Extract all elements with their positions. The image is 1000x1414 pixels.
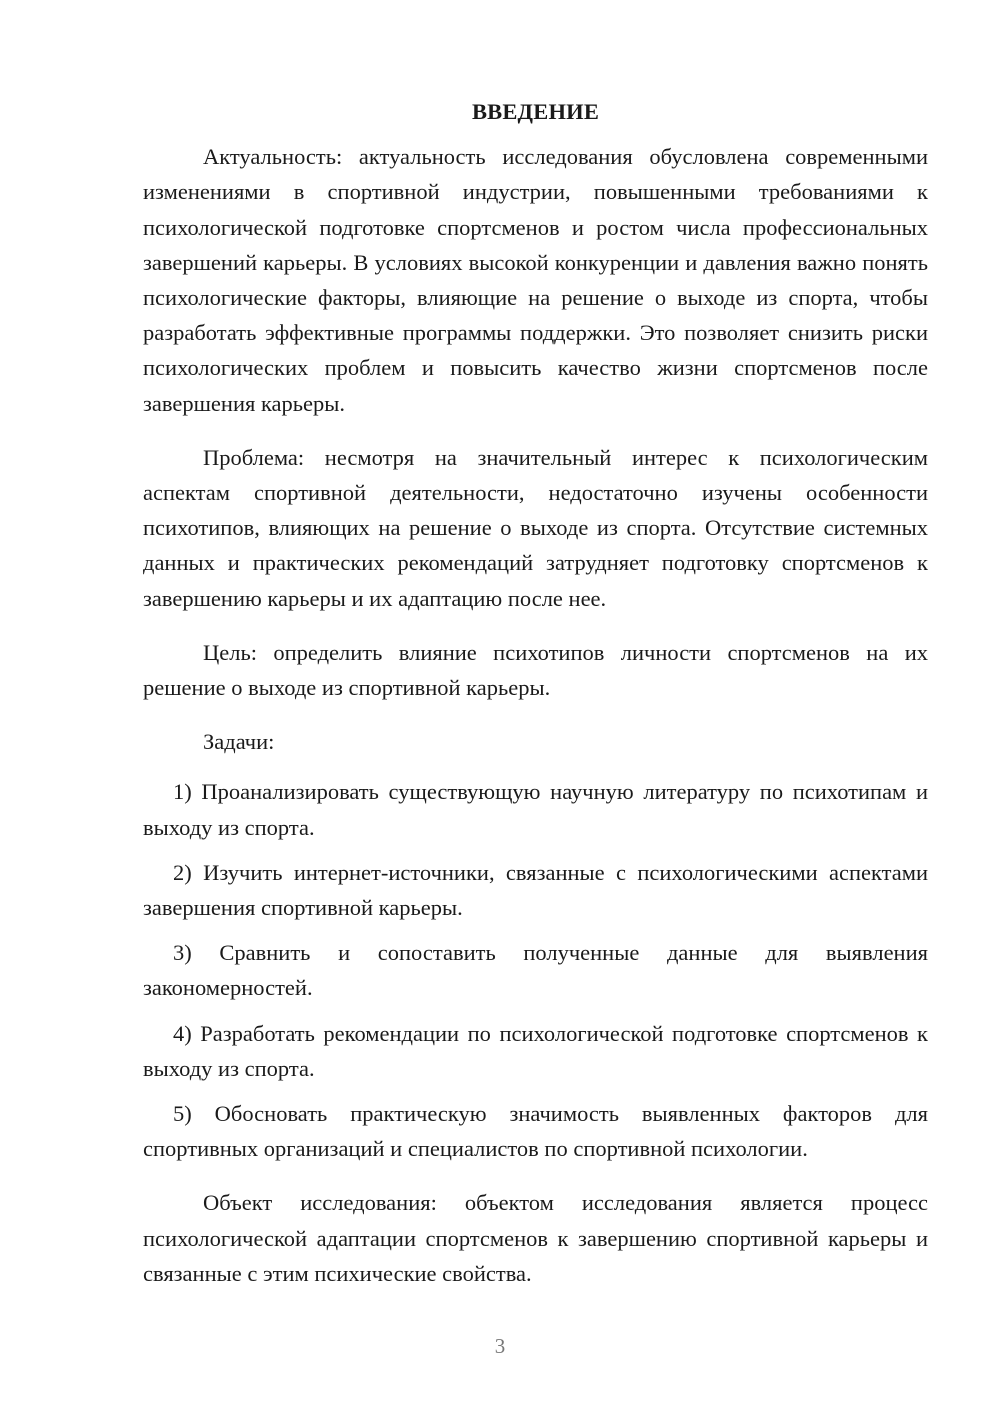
task-item-4: 4) Разработать рекомендации по психологической подготовке спортсменов к выходу из спорта. bbox=[143, 1020, 928, 1081]
task-item-1: 1) Проанализировать существующую научную литературу по психотипам и выходу из спорта. bbox=[143, 779, 928, 840]
task-item-2: 2) Изучить интернет-источники, связанные с психологическими аспектами завершения спортивной карьеры. bbox=[143, 859, 928, 921]
task-item-3: 3) Сравнить и сопоставить полученные данные для выявления закономерностей. bbox=[143, 940, 928, 1001]
problem-paragraph: Проблема: несмотря на значительный интерес к психологическим аспектам спортивной деятельности, недостаточно изучены особенности психотипов, влияющих на решение о выходе из спорта. Отсутствие системных данных и практических рекомендаций затрудняет подготовку спортсменов к завершению карьеры и их адаптацию после нее. bbox=[143, 444, 928, 611]
task-item-5: 5) Обосновать практическую значимость выявленных факторов для спортивных организаций и специалистов по спортивной психологии. bbox=[143, 1101, 928, 1162]
object-paragraph: Объект исследования: объектом исследования является процесс психологической адаптации спортсменов к завершению спортивной карьеры и связанные с этим психические свойства. bbox=[143, 1190, 928, 1286]
document-page bbox=[143, 94, 928, 1291]
relevance-paragraph: Актуальность: актуальность исследования обусловлена современными изменениями в спортивной индустрии, повышенными требованиями к психологической подготовке спортсменов и ростом числа профессиональных завершений карьеры. В условиях высокой конкуренции и давления важно понять психологические факторы, влияющие на решение о выходе из спорта, чтобы разработать эффективные программы поддержки. Это позволяет снизить риски психологических проблем и повысить качество жизни спортсменов после завершения карьеры. bbox=[143, 144, 928, 416]
goal-paragraph: Цель: определить влияние психотипов личности спортсменов на их решение о выходе из спортивной карьеры. bbox=[143, 639, 928, 701]
section-title: ВВЕДЕНИЕ bbox=[471, 99, 600, 124]
page-number: 3 bbox=[494, 1334, 506, 1358]
tasks-heading: Задачи: bbox=[203, 729, 275, 755]
